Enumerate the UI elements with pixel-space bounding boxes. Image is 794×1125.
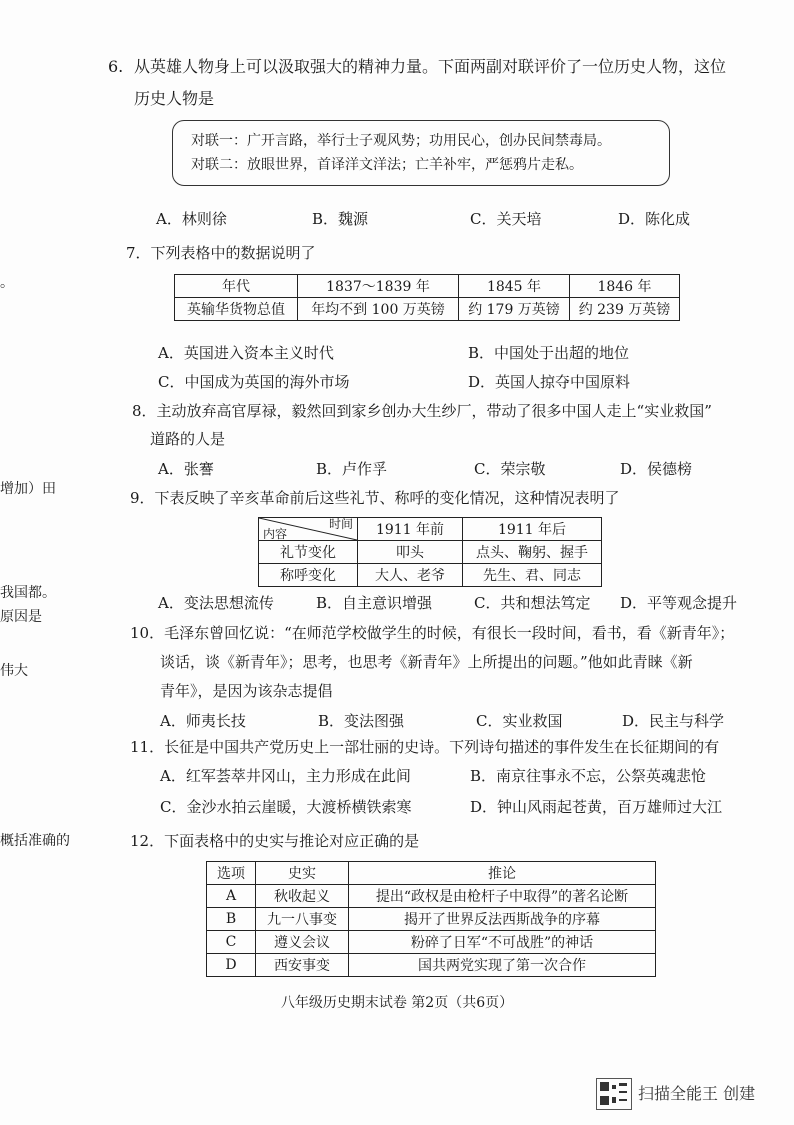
margin-fragment: 。 xyxy=(0,275,14,291)
margin-fragment: 原因是 xyxy=(0,609,42,625)
margin-fragment: 概括准确的 xyxy=(0,833,70,849)
table-row xyxy=(259,564,602,587)
q11-option-c: C．金沙水拍云崖暖，大渡桥横铁索寒 xyxy=(160,798,412,816)
table-row xyxy=(207,954,656,977)
table-cell: 西安事变 xyxy=(256,954,349,977)
page-footer: 八年级历史期末试卷 第2页（共6页） xyxy=(280,995,514,1011)
q7-table xyxy=(174,274,680,321)
table-cell: 约 239 万英镑 xyxy=(570,298,680,321)
table-row xyxy=(175,298,680,321)
couplet-one: 对联一：广开言路，举行士子观风势；功用民心，创办民间禁毒局。 xyxy=(191,133,611,149)
q7-option-c: C．中国成为英国的海外市场 xyxy=(158,373,350,391)
table-cell: 选项 xyxy=(207,862,256,885)
q11-option-d: D．钟山风雨起苍黄，百万雄师过大江 xyxy=(470,798,723,816)
q8-stem-line1: 8．主动放弃高官厚禄，毅然回到家乡创办大生纱厂，带动了很多中国人走上“实业救国” xyxy=(132,402,712,420)
q8-option-d: D．侯德榜 xyxy=(620,460,693,478)
q6-stem-line1: 从英雄人物身上可以汲取强大的精神力量。下面两副对联评价了一位历史人物，这位 xyxy=(134,57,727,76)
q9-option-a: A．变法思想流传 xyxy=(158,594,274,612)
table-cell: 史实 xyxy=(256,862,349,885)
q6-option-c: C．关天培 xyxy=(470,210,542,228)
couplet-box xyxy=(172,120,670,186)
table-cell: 叩头 xyxy=(358,541,463,564)
qr-logo-icon xyxy=(596,1078,632,1110)
q8-option-a: A．张謇 xyxy=(158,460,214,478)
q6-number: 6. xyxy=(108,57,124,76)
table-cell: D xyxy=(207,954,256,977)
table-row xyxy=(207,931,656,954)
q12-stem: 12．下面表格中的史实与推论对应正确的是 xyxy=(130,832,420,850)
q6-option-a: A．林则徐 xyxy=(156,210,227,228)
table-cell: C xyxy=(207,931,256,954)
table-cell: 年代 xyxy=(175,275,298,298)
q8-stem-line2: 道路的人是 xyxy=(150,430,226,448)
q6-option-b: B．魏源 xyxy=(312,210,369,228)
q9-table xyxy=(258,517,602,587)
table-cell: 1845 年 xyxy=(459,275,570,298)
couplet-two: 对联二：放眼世界，首译洋文洋法；亡羊补牢，严惩鸦片走私。 xyxy=(191,157,583,173)
q9-option-b: B．自主意识增强 xyxy=(316,594,433,612)
table-cell: 揭开了世界反法西斯战争的序幕 xyxy=(349,908,656,931)
q6-stem-line2: 历史人物是 xyxy=(134,89,215,108)
table-cell: B xyxy=(207,908,256,931)
table-cell: 提出“政权是由枪杆子中取得”的著名论断 xyxy=(349,885,656,908)
q11-option-a: A．红军荟萃井冈山，主力形成在此间 xyxy=(160,767,411,785)
table-cell: 1911 年后 xyxy=(463,518,602,541)
table-cell: 年均不到 100 万英镑 xyxy=(298,298,459,321)
table-cell: 约 179 万英镑 xyxy=(459,298,570,321)
q10-option-b: B．变法图强 xyxy=(318,712,405,730)
q11-stem: 11．长征是中国共产党历史上一部壮丽的史诗。下列诗句描述的事件发生在长征期间的有 xyxy=(130,738,720,756)
q12-table xyxy=(206,861,656,977)
q9-stem: 9．下表反映了辛亥革命前后这些礼节、称呼的变化情况，这种情况表明了 xyxy=(130,489,620,507)
table-cell: 称呼变化 xyxy=(259,564,358,587)
table-row xyxy=(207,908,656,931)
q11-option-b: B．南京往事永不忘，公祭英魂悲怆 xyxy=(470,767,707,785)
table-cell: 英输华货物总值 xyxy=(175,298,298,321)
q6-option-d: D．陈化成 xyxy=(618,210,691,228)
table-cell: 秋收起义 xyxy=(256,885,349,908)
table-cell: 1837～1839 年 xyxy=(298,275,459,298)
q9-option-c: C．共和想法笃定 xyxy=(474,594,591,612)
margin-fragment: 我国都。 xyxy=(0,585,56,601)
q10-stem-line2: 谈话，谈《新青年》；思考，也思考《新青年》上所提出的问题。”他如此青睐《新 xyxy=(160,653,693,671)
q7-stem: 7．下列表格中的数据说明了 xyxy=(126,244,316,262)
table-cell: 九一八事变 xyxy=(256,908,349,931)
q10-option-c: C．实业救国 xyxy=(476,712,563,730)
margin-fragment: 伟大 xyxy=(0,663,28,679)
table-cell: 1911 年前 xyxy=(358,518,463,541)
table-cell: 礼节变化 xyxy=(259,541,358,564)
table-row xyxy=(259,541,602,564)
table-cell: 先生、君、同志 xyxy=(463,564,602,587)
table-row xyxy=(207,885,656,908)
corner-label-content: 内容 xyxy=(263,527,288,541)
table-row xyxy=(175,275,680,298)
q8-option-c: C．荣宗敬 xyxy=(474,460,546,478)
q10-option-a: A．师夷长技 xyxy=(160,712,246,730)
q8-option-b: B．卢作孚 xyxy=(316,460,388,478)
q10-stem-line3: 青年》，是因为该杂志提倡 xyxy=(160,682,333,700)
margin-fragment: 增加）田 xyxy=(0,481,56,497)
table-row xyxy=(207,862,656,885)
q7-option-b: B．中国处于出超的地位 xyxy=(468,344,630,362)
q9-option-d: D．平等观念提升 xyxy=(620,594,738,612)
corner-label-time: 时间 xyxy=(328,517,353,531)
q7-option-a: A．英国进入资本主义时代 xyxy=(158,344,334,362)
q10-stem-line1: 10．毛泽东曾回忆说：“在师范学校做学生的时候，有很长一段时间，看书，看《新青年》； xyxy=(130,624,735,642)
table-cell: 大人、老爷 xyxy=(358,564,463,587)
table-corner-cell xyxy=(259,518,358,541)
table-cell: 推论 xyxy=(349,862,656,885)
table-cell: 粉碎了日军“不可战胜”的神话 xyxy=(349,931,656,954)
q10-option-d: D．民主与科学 xyxy=(622,712,725,730)
table-cell: 1846 年 xyxy=(570,275,680,298)
q7-option-d: D．英国人掠夺中国原料 xyxy=(468,373,631,391)
scanner-watermark: 扫描全能王 创建 xyxy=(638,1084,756,1103)
table-cell: A xyxy=(207,885,256,908)
table-cell: 遵义会议 xyxy=(256,931,349,954)
table-cell: 点头、鞠躬、握手 xyxy=(463,541,602,564)
table-cell: 国共两党实现了第一次合作 xyxy=(349,954,656,977)
table-row xyxy=(259,518,602,541)
